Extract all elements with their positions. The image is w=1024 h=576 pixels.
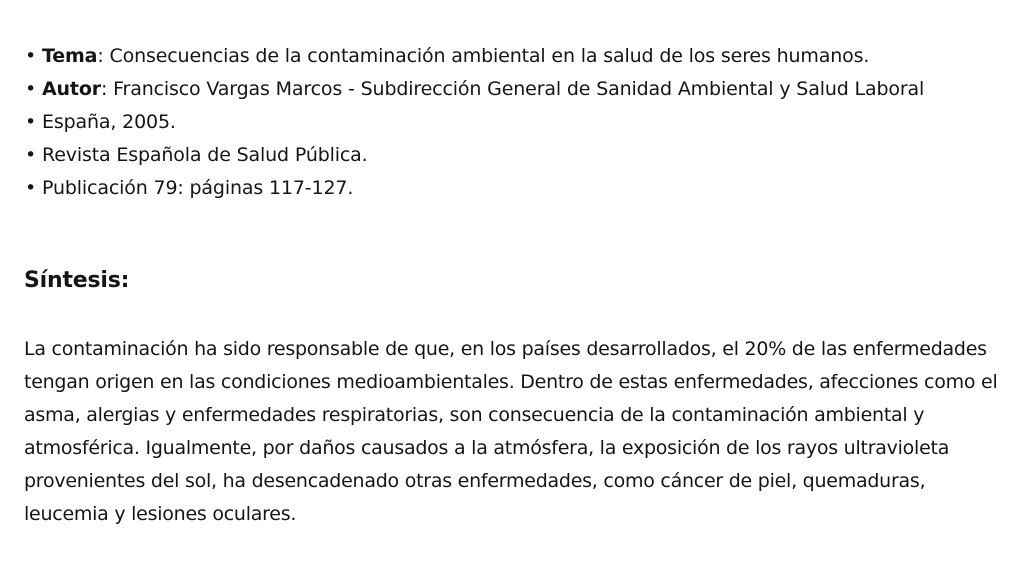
bullet-icon: •	[25, 144, 37, 166]
bullet-icon: •	[25, 78, 37, 100]
list-item-tema	[24, 40, 1010, 73]
bullet-icon: •	[25, 45, 37, 67]
reference-list	[24, 40, 1010, 205]
item-text: Revista Española de Salud Pública.	[42, 144, 368, 166]
bullet-icon: •	[25, 177, 37, 199]
item-text: : Francisco Vargas Marcos - Subdirección General de Sanidad Ambiental y Salud Laboral	[101, 78, 925, 100]
item-label: Tema	[42, 45, 98, 67]
bullet-icon: •	[25, 111, 37, 133]
item-text: España, 2005.	[42, 111, 176, 133]
synthesis-paragraph: La contaminación ha sido responsable de que, en los países desarrollados, el 20% de las enfermedades tengan origen en las condiciones medioambientales. Dentro de estas enfermedades, afecciones como el asma, alergias y enfermedades respiratorias, son consecuencia de la contaminación ambiental y atmosférica. Igualmente, por daños causados a la atmósfera, la exposición de los rayos ultravioleta provenientes del sol, ha desencadenado otras enfermedades, como cáncer de piel, quemaduras, leucemia y lesiones oculares.	[24, 338, 998, 525]
item-text: : Consecuencias de la contaminación ambiental en la salud de los seres humanos.	[97, 45, 870, 67]
list-item-revista	[24, 139, 1010, 172]
list-item-publicacion	[24, 172, 1010, 205]
synthesis-heading: Síntesis:	[24, 268, 130, 293]
list-item-autor	[24, 73, 1010, 106]
item-text: Publicación 79: páginas 117-127.	[42, 177, 354, 199]
list-item-pais-fecha	[24, 106, 1010, 139]
item-label: Autor	[42, 78, 101, 100]
